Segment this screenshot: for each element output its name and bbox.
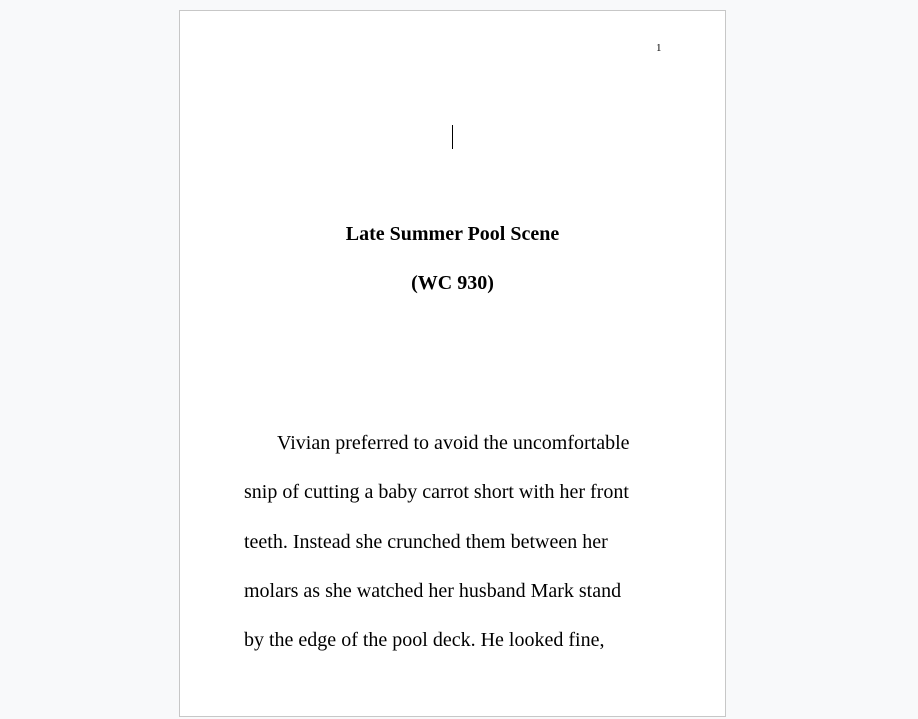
body-line: teeth. Instead she crunched them between her [244,530,608,553]
body-line: molars as she watched her husband Mark stand [244,579,622,602]
body-line: snip of cutting a baby carrot short with her front [244,481,629,504]
body-line: Vivian preferred to avoid the uncomfortable [277,432,630,454]
document-page[interactable] [179,10,726,717]
document-title[interactable]: Late Summer Pool Scene [345,223,560,245]
body-line: by the edge of the pool deck. He looked fine, [244,629,605,652]
word-count-subtitle[interactable]: (WC 930) [411,272,494,294]
page-number: 1 [656,42,662,54]
body-paragraph[interactable] [244,419,664,665]
text-cursor [452,125,453,149]
